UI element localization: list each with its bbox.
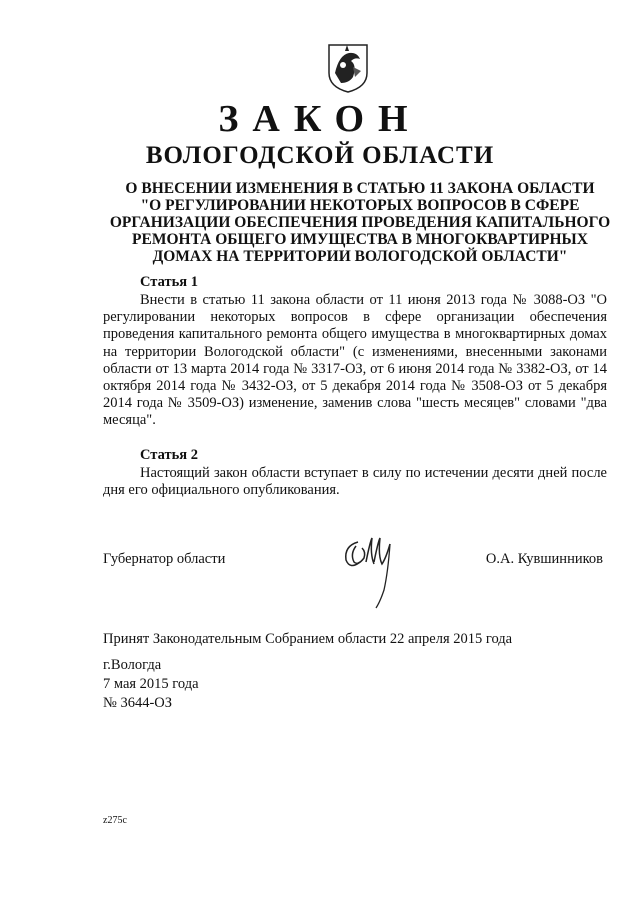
handwritten-signature — [340, 532, 400, 612]
law-number: № 3644-ОЗ — [103, 695, 173, 711]
law-title: ЗАКОН — [218, 98, 422, 140]
subject-line: ОРГАНИЗАЦИИ ОБЕСПЕЧЕНИЯ ПРОВЕДЕНИЯ КАПИТАЛЬНОГО — [109, 214, 611, 231]
region-title: ВОЛОГОДСКОЙ ОБЛАСТИ — [145, 142, 495, 169]
article-2-heading: Статья 2 — [140, 447, 198, 463]
signatory-position: Губернатор области — [103, 551, 226, 567]
subject-line: ДОМАХ НА ТЕРРИТОРИИ ВОЛОГОДСКОЙ ОБЛАСТИ" — [152, 248, 568, 265]
article-1-text: Внести в статью 11 закона области от 11 июня 2013 года № 3088-ОЗ "О регулировании некоторых вопросов в сфере организации обеспечения проведения капитального ремонта общего имущества в многоквартирных домах на территории Вологодской области" (с изменениями, внесенными законами области от 13 марта 2014 года № 3317-ОЗ, от 6 июня 2014 года № 3382-ОЗ, от 14 октября 2014 года № 3432-ОЗ, от 5 декабря 2014 года № 3508-ОЗ от 5 декабря 2014 года № 3509-ОЗ) изменение, заменив слова "шесть месяцев" словами "два месяца". — [103, 292, 607, 429]
issue-date: 7 мая 2015 года — [103, 676, 199, 692]
document-code: z275c — [103, 815, 127, 826]
subject-line: "О РЕГУЛИРОВАНИИ НЕКОТОРЫХ ВОПРОСОВ В СФЕРЕ — [140, 197, 580, 214]
adoption-note: Принят Законодательным Собранием области 22 апреля 2015 года — [103, 631, 513, 647]
subject-line: О ВНЕСЕНИИ ИЗМЕНЕНИЯ В СТАТЬЮ 11 ЗАКОНА ОБЛАСТИ — [125, 180, 595, 197]
article-2-text: Настоящий закон области вступает в силу по истечении десяти дней после дня его официального опубликования. — [103, 465, 607, 499]
subject-line: РЕМОНТА ОБЩЕГО ИМУЩЕСТВА В МНОГОКВАРТИРНЫХ — [132, 231, 588, 248]
vologda-coat-of-arms-icon — [327, 43, 369, 93]
signatory-name: О.А. Кувшинников — [485, 551, 603, 567]
law-subject — [100, 180, 620, 265]
place: г.Вологда — [103, 657, 162, 673]
article-1-heading: Статья 1 — [140, 274, 198, 290]
